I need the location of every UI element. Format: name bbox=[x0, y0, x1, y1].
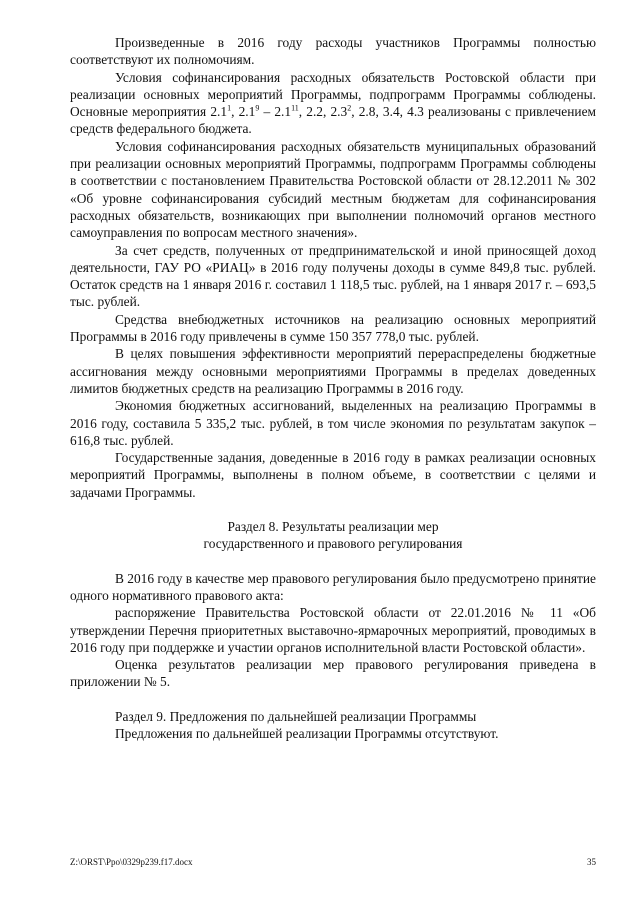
section-8-paragraph-2: распоряжение Правительства Ростовской области от 22.01.2016 № 11 «Об утверждении Перечня приоритетных выставочно-ярмарочных мероприятий, проводимых в 2016 году при поддержке и участии органов исполнительной власти Ростовской области». bbox=[70, 605, 596, 655]
spacer bbox=[70, 553, 596, 570]
measure-tail: , 2.8, 3.4, 4.3 реализованы с привлечением средств федерального бюджета. bbox=[70, 104, 596, 137]
paragraph-extrabudget: Средства внебюджетных источников на реализацию основных мероприятий Программы в 2016 году привлечены в сумме 150 357 778,0 тыс. рублей. bbox=[70, 311, 596, 345]
page-footer bbox=[70, 857, 596, 867]
paragraph-riac-income: За счет средств, полученных от предпринимательской и иной приносящей доход деятельности, ГАУ РО «РИАЦ» в 2016 году получены доходы в сумме 849,8 тыс. рублей. Остаток средств на 1 января 2016 г. составил 1 118,5 тыс. рублей, на 1 января 2017 г. – 693,5 тыс. рублей. bbox=[70, 242, 596, 310]
paragraph-reallocation: В целях повышения эффективности мероприятий перераспределены бюджетные ассигнования между основными мероприятиями Программы в пределах доведенных лимитов бюджетных средств на реализацию Программы в 2016 году. bbox=[70, 346, 596, 396]
section-8-heading-line-2: государственного и правового регулирования bbox=[203, 536, 463, 552]
paragraph-state-tasks: Государственные задания, доведенные в 2016 году в рамках реализации основных мероприятий Программы, выполнены в полном объеме, в соответствии с целями и задачами Программы. bbox=[70, 450, 596, 500]
measure-range-dash: – bbox=[259, 104, 275, 120]
measure-number: 2.1 bbox=[274, 104, 292, 120]
page-number: 35 bbox=[587, 857, 596, 867]
measure-superscript: 2 bbox=[347, 103, 352, 113]
section-9-heading: Раздел 9. Предложения по дальнейшей реализации Программы bbox=[115, 708, 477, 724]
measure-number: 2.1 bbox=[210, 104, 228, 120]
measure-superscript: 11 bbox=[291, 103, 299, 113]
paragraph-cofinancing-regional: Условия софинансирования расходных обязательств Ростовской области при реализации основных мероприятий Программы, подпрограмм Программы соблюдены. Основные мероприятия $2.1^1$, $2.1^9 - 2.1^{11}$, 2.2, $2.3^2$, 2.8, 3.4, 4.3 реализованы с привлечением средств федерального бюджета. bbox=[70, 69, 596, 137]
measure-superscript: 1 bbox=[227, 103, 232, 113]
section-8-heading-line-1: Раздел 8. Результаты реализации мер bbox=[227, 519, 439, 535]
paragraph-expenses: Произведенные в 2016 году расходы участников Программы полностью соответствуют их полномочиям. bbox=[70, 35, 596, 68]
section-8-paragraph-1: В 2016 году в качестве мер правового регулирования было предусмотрено принятие одного нормативного правового акта: bbox=[70, 570, 596, 603]
measure-number: 2.1 bbox=[238, 104, 256, 120]
measure-superscript: 9 bbox=[255, 103, 260, 113]
section-8-paragraph-3: Оценка результатов реализации мер правового регулирования приведена в приложении № 5. bbox=[70, 657, 596, 690]
document-body bbox=[70, 34, 596, 742]
spacer bbox=[70, 691, 596, 708]
paragraph-savings: Экономия бюджетных ассигнований, выделенных на реализацию Программы в 2016 году, составила 5 335,2 тыс. рублей, в том числе экономия по результатам закупок – 616,8 тыс. рублей. bbox=[70, 398, 596, 448]
paragraph-text: Условия софинансирования расходных обязательств Ростовской области при реализации основных мероприятий Программы, подпрограмм Программы соблюдены. Основные мероприятия bbox=[70, 69, 596, 120]
footer-file-path: Z:\ORST\Ppo\0329p239.f17.docx bbox=[70, 857, 193, 867]
measure-number: , 2.2, 2.3 bbox=[298, 104, 348, 120]
spacer bbox=[70, 501, 596, 518]
section-9-paragraph-1: Предложения по дальнейшей реализации Программы отсутствуют. bbox=[115, 725, 499, 741]
paragraph-cofinancing-municipal: Условия софинансирования расходных обязательств муниципальных образований при реализации основных мероприятий Программы, подпрограмм Программы соблюдены в соответствии с постановлением Правительства Ростовской области от 28.12.2011 № 302 «Об уровне софинансирования субсидий местным бюджетам для софинансирования расходных обязательств, возникающих при выполнении полномочий органов местного самоуправления по вопросам местного значения». bbox=[70, 138, 596, 241]
